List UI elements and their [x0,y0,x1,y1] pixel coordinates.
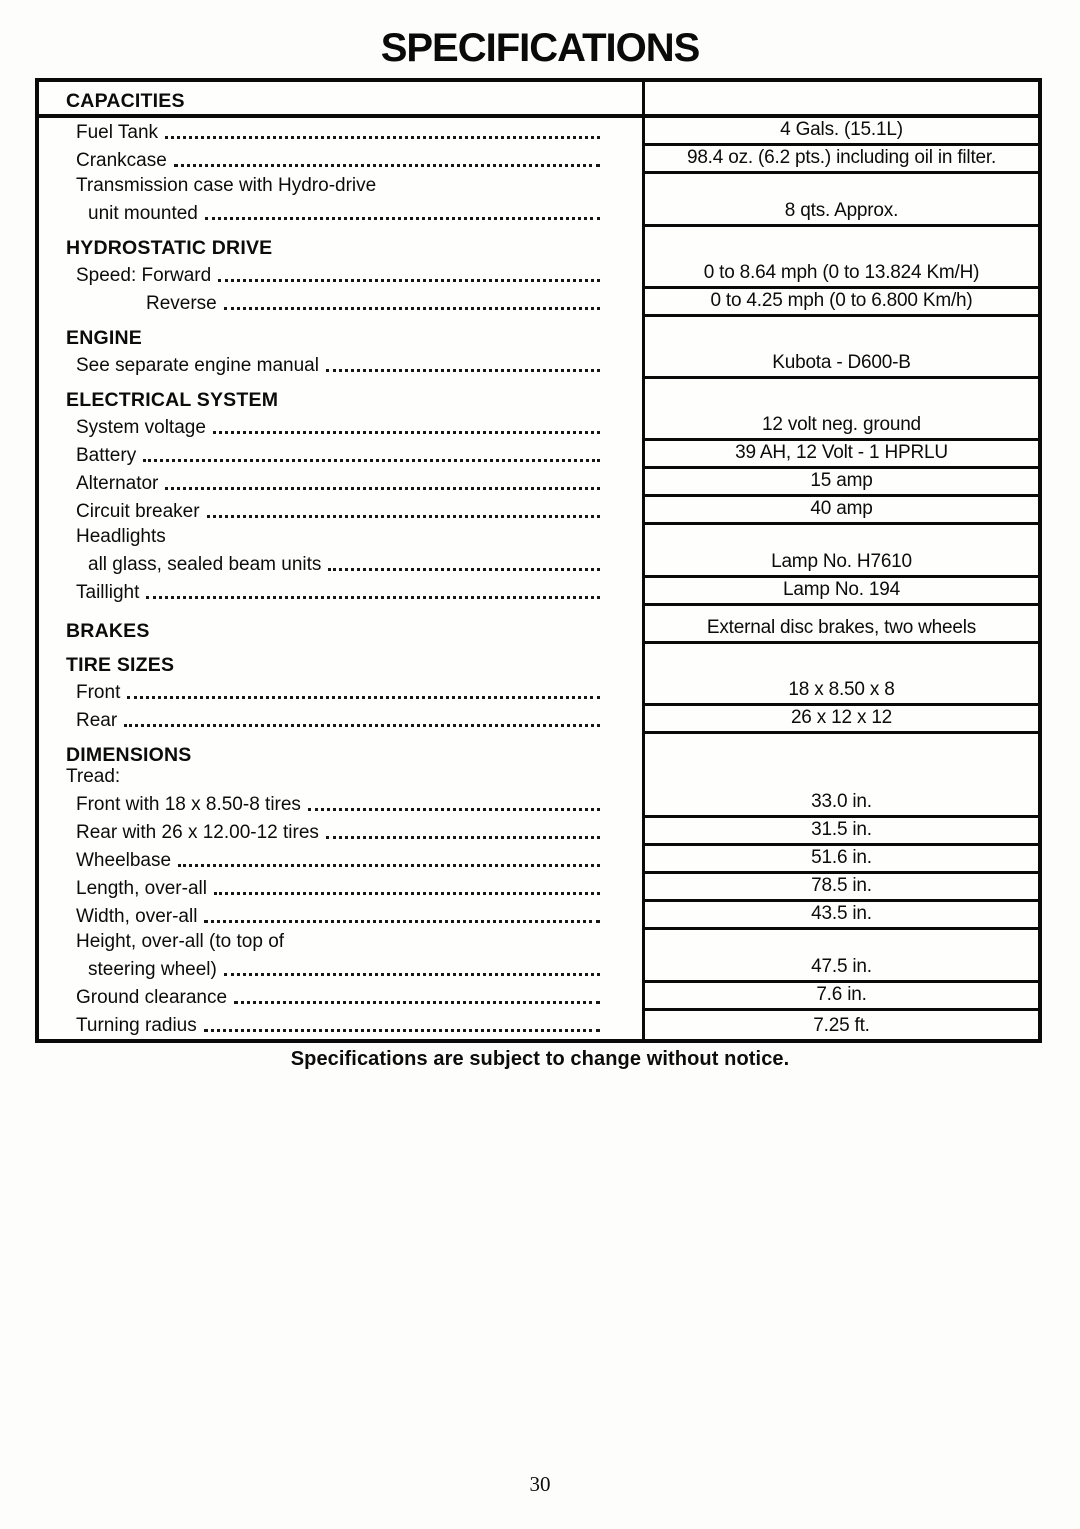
dotted-leader [213,431,600,434]
spec-value-cell [642,768,1038,790]
spec-label-cell [39,82,642,114]
spec-value-cell [642,678,1038,706]
spec-row [39,146,1038,174]
spec-label-cell [39,317,642,351]
spec-value-cell [642,734,1038,768]
spec-label-cell [39,902,642,930]
spec-value-cell [642,1011,1038,1039]
spec-row [39,118,1038,146]
spec-row [39,317,1038,351]
spec-value: 12 volt neg. ground [762,414,921,436]
spec-row [39,678,1038,706]
dotted-leader [326,836,600,839]
spec-label: Length, over-all [76,878,207,900]
spec-value: 31.5 in. [811,819,872,841]
spec-value: 15 amp [810,470,873,492]
spec-value: 98.4 oz. (6.2 pts.) including oil in filter. [686,147,997,169]
dotted-leader [124,724,600,727]
spec-row [39,227,1038,261]
spec-label: System voltage [76,417,206,439]
spec-label-cell [39,413,642,441]
spec-value-cell [642,874,1038,902]
spec-label: See separate engine manual [76,355,319,377]
spec-label-cell [39,497,642,525]
spec-label: ELECTRICAL SYSTEM [66,388,279,411]
dotted-leader [207,515,600,518]
spec-label-cell [39,261,642,289]
dotted-leader [204,1029,600,1032]
spec-row [39,199,1038,227]
spec-label-cell [39,469,642,497]
spec-value-cell [642,930,1038,955]
dotted-leader [328,568,600,571]
spec-row [39,261,1038,289]
spec-label-cell [39,441,642,469]
spec-value-cell [642,118,1038,146]
spec-label: Front [76,682,121,704]
spec-row [39,413,1038,441]
spec-label: all glass, sealed beam units [88,554,322,576]
spec-value: Lamp No. H7610 [771,551,912,573]
spec-label: Reverse [146,293,217,315]
spec-label: ENGINE [66,326,142,349]
spec-row [39,902,1038,930]
spec-label: Fuel Tank [76,122,159,144]
spec-row [39,874,1038,902]
spec-row [39,706,1038,734]
dotted-leader [143,459,600,462]
dotted-leader [224,973,600,976]
spec-value-cell [642,790,1038,818]
spec-label-cell [39,118,642,146]
spec-row [39,497,1038,525]
spec-label-cell [39,606,642,644]
spec-value-cell [642,706,1038,734]
spec-label-cell [39,146,642,174]
spec-row [39,379,1038,413]
spec-label-cell [39,199,642,227]
dotted-leader [205,217,600,220]
dotted-leader [234,1001,600,1004]
spec-value: 26 x 12 x 12 [790,707,893,729]
spec-value-cell [642,146,1038,174]
spec-value: 43.5 in. [811,903,872,925]
spec-value: 51.6 in. [811,847,872,869]
spec-value-cell [642,846,1038,874]
spec-row [39,525,1038,550]
spec-value-cell [642,174,1038,199]
spec-value-cell [642,550,1038,578]
spec-row [39,351,1038,379]
spec-label: Taillight [76,582,140,604]
spec-label-cell [39,578,642,606]
spec-label-cell [39,678,642,706]
spec-table [35,78,1042,1043]
spec-value-cell [642,289,1038,317]
spec-row [39,846,1038,874]
spec-value-cell [642,902,1038,930]
dotted-leader [165,136,600,139]
spec-label-cell [39,550,642,578]
spec-label-cell [39,790,642,818]
spec-value-cell [642,413,1038,441]
spec-label-cell [39,706,642,734]
spec-row [39,289,1038,317]
spec-label-cell [39,983,642,1011]
spec-label: Height, over-all (to top of [76,931,285,953]
spec-label: Front with 18 x 8.50-8 tires [76,794,301,816]
spec-value-cell [642,441,1038,469]
spec-label: Crankcase [76,150,167,172]
spec-label-cell [39,289,642,317]
spec-row [39,818,1038,846]
dotted-leader [127,696,600,699]
footer-note: Specifications are subject to change without notice. [290,1048,790,1070]
spec-value-cell [642,199,1038,227]
spec-label-cell [39,351,642,379]
spec-label: CAPACITIES [66,89,185,112]
spec-value: External disc brakes, two wheels [706,617,977,639]
spec-row [39,82,1038,118]
spec-row [39,1011,1038,1039]
spec-value: 8 qts. Approx. [784,200,899,222]
spec-row [39,768,1038,790]
spec-label: Battery [76,445,137,467]
spec-label-cell [39,930,642,955]
spec-row [39,644,1038,678]
spec-value: 0 to 8.64 mph (0 to 13.824 Km/H) [703,262,980,284]
spec-label: Rear with 26 x 12.00-12 tires [76,822,319,844]
spec-label-cell [39,874,642,902]
spec-row [39,550,1038,578]
dotted-leader [174,164,600,167]
spec-label: Tread: [66,768,121,788]
spec-label-cell [39,227,642,261]
spec-value: Lamp No. 194 [783,579,900,601]
spec-value-cell [642,578,1038,606]
dotted-leader [214,892,600,895]
spec-row [39,734,1038,768]
spec-label: Circuit breaker [76,501,200,523]
spec-label-cell [39,846,642,874]
spec-row [39,606,1038,644]
spec-value: 47.5 in. [811,956,872,978]
spec-value: 4 Gals. (15.1L) [780,119,903,141]
page-number: 30 [529,1472,551,1496]
spec-row [39,441,1038,469]
spec-value: 40 amp [810,498,873,520]
spec-value: 39 AH, 12 Volt - 1 HPRLU [735,442,948,464]
spec-label: steering wheel) [88,959,217,981]
spec-label: DIMENSIONS [66,743,192,766]
spec-value: 18 x 8.50 x 8 [788,679,895,701]
spec-value: 7.25 ft. [813,1015,870,1037]
spec-label-cell [39,955,642,983]
spec-row [39,174,1038,199]
spec-value-cell [642,525,1038,550]
spec-label: Alternator [76,473,159,495]
spec-value-cell [642,955,1038,983]
spec-label: Speed: Forward [76,265,212,287]
spec-value-cell [642,317,1038,351]
dotted-leader [146,596,600,599]
spec-row [39,790,1038,818]
spec-value-cell [642,818,1038,846]
spec-value: 0 to 4.25 mph (0 to 6.800 Km/h) [710,290,973,312]
spec-value-cell [642,497,1038,525]
spec-value: 78.5 in. [811,875,872,897]
spec-value-cell [642,379,1038,413]
spec-value: 7.6 in. [816,984,867,1006]
dotted-leader [165,487,600,490]
spec-label: Rear [76,710,118,732]
spec-value-cell [642,606,1038,644]
spec-label-cell [39,1011,642,1039]
dotted-leader [308,808,600,811]
spec-value: Kubota - D600-B [772,352,911,374]
spec-row [39,983,1038,1011]
dotted-leader [218,279,600,282]
spec-label: Ground clearance [76,987,228,1009]
spec-label: TIRE SIZES [66,653,175,676]
spec-label: Width, over-all [76,906,198,928]
spec-label: unit mounted [88,203,198,225]
spec-label-cell [39,379,642,413]
page-title: SPECIFICATIONS [380,26,700,70]
spec-value-cell [642,227,1038,261]
spec-value: 33.0 in. [811,791,872,813]
spec-label-cell [39,525,642,550]
spec-label-cell [39,734,642,768]
spec-row [39,469,1038,497]
spec-label-cell [39,174,642,199]
spec-label-cell [39,818,642,846]
spec-row [39,930,1038,955]
dotted-leader [224,307,600,310]
spec-value-cell [642,351,1038,379]
spec-label-cell [39,768,642,790]
spec-value-cell [642,983,1038,1011]
spec-label-cell [39,644,642,678]
spec-value-cell [642,644,1038,678]
dotted-leader [178,864,600,867]
spec-row [39,578,1038,606]
spec-label: HYDROSTATIC DRIVE [66,236,273,259]
spec-label: Turning radius [76,1015,197,1037]
spec-label: Wheelbase [76,850,172,872]
dotted-leader [204,920,600,923]
spec-value-cell [642,82,1038,114]
spec-value-cell [642,469,1038,497]
dotted-leader [326,369,600,372]
spec-label: BRAKES [66,619,150,642]
spec-value-cell [642,261,1038,289]
spec-label: Transmission case with Hydro-drive [76,175,377,197]
spec-row [39,955,1038,983]
spec-label: Headlights [76,526,166,548]
